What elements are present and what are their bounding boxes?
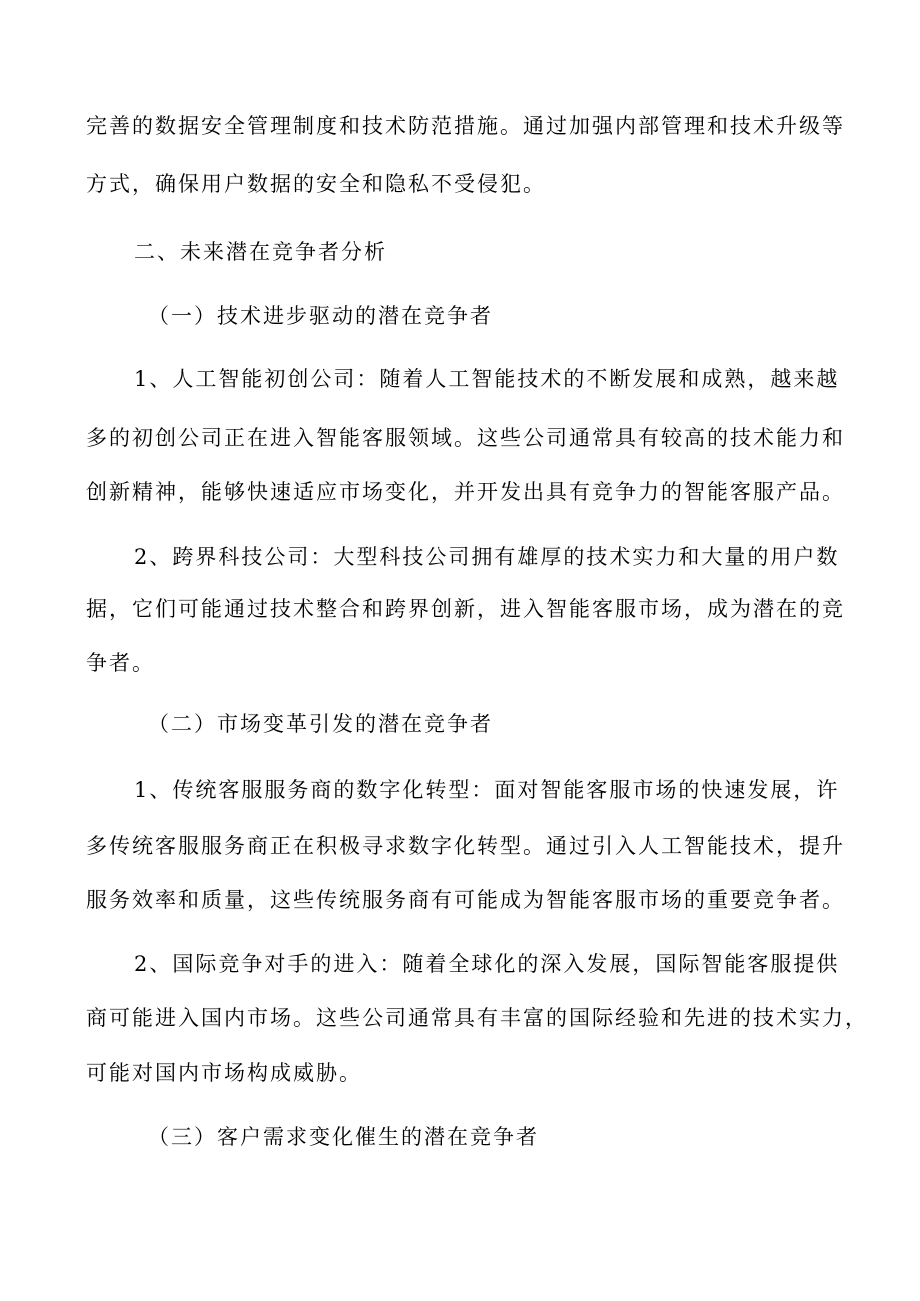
paragraph-line: 2、跨界科技公司：大型科技公司拥有雄厚的技术实力和大量的用户数 [134,545,840,569]
paragraph-line: 据，它们可能通过技术整合和跨界创新，进入智能客服市场，成为潜在的竞 [86,597,845,621]
paragraph-line: 1、传统客服服务商的数字化转型：面对智能客服市场的快速发展，许 [134,778,840,802]
section-heading: 二、未来潜在竞争者分析 [134,240,387,264]
paragraph-line: 创新精神，能够快速适应市场变化，并开发出具有竞争力的智能客服产品。 [86,480,845,504]
paragraph-line: 可能对国内市场构成威胁。 [86,1061,362,1085]
subsection-heading: （二）市场变革引发的潜在竞争者 [148,712,493,736]
paragraph-line: 方式，确保用户数据的安全和隐私不受侵犯。 [86,172,546,196]
paragraph-line: 商可能进入国内市场。这些公司通常具有丰富的国际经验和先进的技术实力， [86,1006,868,1030]
subsection-heading: （三）客户需求变化催生的潜在竞争者 [148,1125,539,1149]
paragraph-line: 1、人工智能初创公司：随着人工智能技术的不断发展和成熟，越来越 [134,367,840,391]
paragraph-line: 多的初创公司正在进入智能客服领域。这些公司通常具有较高的技术能力和 [86,426,845,450]
paragraph-line: 争者。 [86,651,155,675]
paragraph-line: 2、国际竞争对手的进入：随着全球化的深入发展，国际智能客服提供 [134,952,840,976]
paragraph-line: 完善的数据安全管理制度和技术防范措施。通过加强内部管理和技术升级等 [86,114,845,138]
paragraph-line: 服务效率和质量，这些传统服务商有可能成为智能客服市场的重要竞争者。 [86,888,845,912]
paragraph-line: 多传统客服服务商正在积极寻求数字化转型。通过引入人工智能技术，提升 [86,834,845,858]
subsection-heading: （一）技术进步驱动的潜在竞争者 [148,304,493,328]
